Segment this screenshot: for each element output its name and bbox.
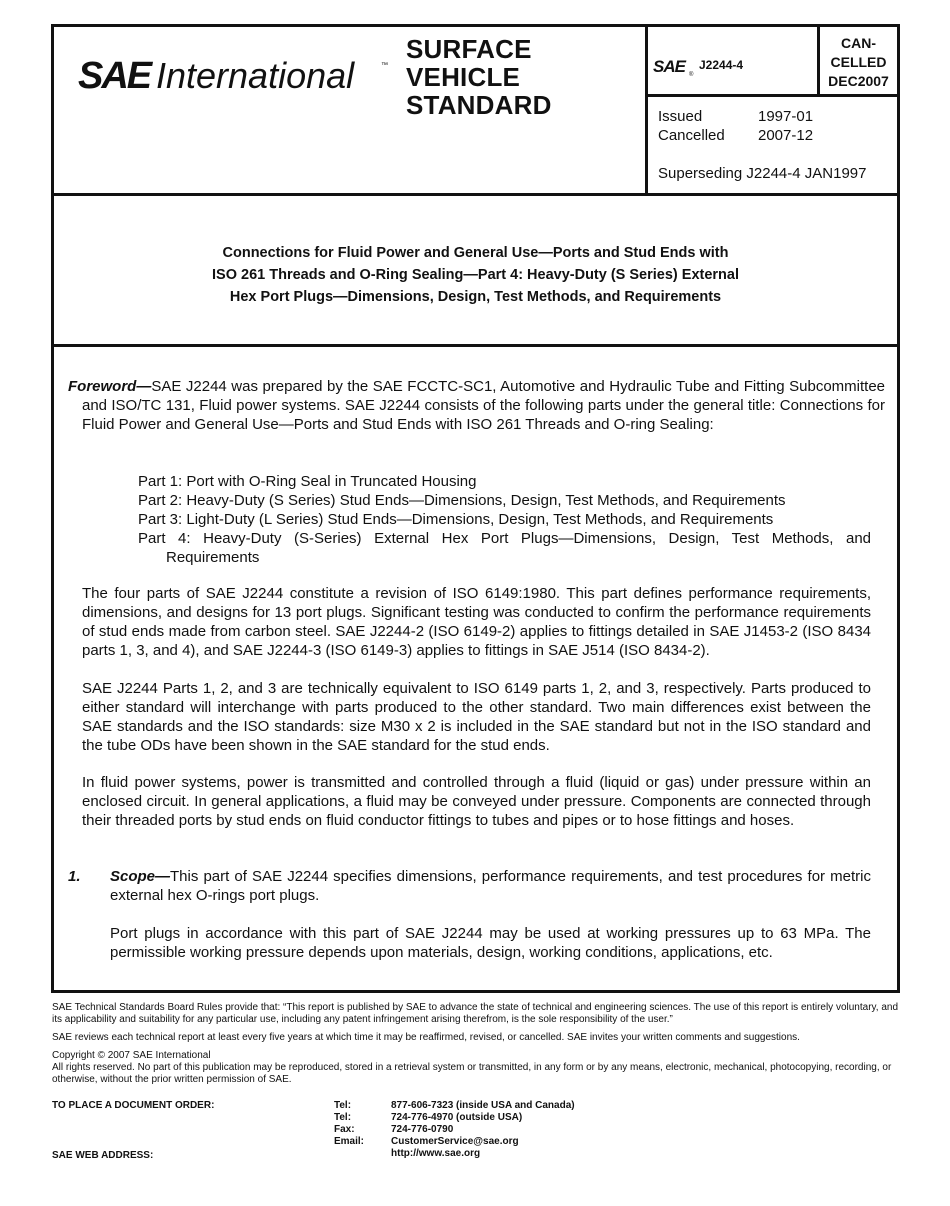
contact-value: 724-776-4970 (outside USA) [391, 1112, 523, 1123]
contact-row [334, 1100, 734, 1112]
issue-info [658, 107, 866, 183]
sae-small-logo [653, 55, 697, 77]
footer [52, 1002, 900, 1086]
scope-paragraph [110, 867, 871, 905]
issued-label: Issued [658, 108, 703, 125]
scope-heading: Scope— [110, 868, 171, 885]
web-address-link[interactable]: http://www.sae.org [391, 1148, 481, 1159]
superseding-note: Superseding J2244-4 JAN1997 [658, 165, 867, 182]
body-paragraph: In fluid power systems, power is transmitted and controlled through a fluid (liquid or gas) under pressure within an enclosed circuit. In general applications, a fluid may be conveyed under pressure. Components are connected through their threaded ports by stud ends on fluid conductor fittings to tubes and pipes or to hose fittings and hoses. [82, 774, 871, 829]
contact-list [334, 1100, 734, 1160]
title-line: Hex Port Plugs—Dimensions, Design, Test Methods, and Requirements [229, 289, 722, 305]
status-line: CAN- [841, 35, 876, 51]
parts-list [138, 472, 871, 567]
order-label: TO PLACE A DOCUMENT ORDER: [52, 1100, 215, 1111]
standard-type-line: STANDARD [406, 90, 552, 120]
foreword-text: SAE J2244 was prepared by the SAE FCCTC-SC1, Automotive and Hydraulic Tube and Fitting Subcommittee and ISO/TC 131, Fluid power systems. SAE J2244 consists of the following parts under the general title: Connections for Fluid Power and General Use—Ports and Stud Ends with ISO 261 Threads and O-ring Sealing: [82, 378, 885, 433]
contact-email-link[interactable]: CustomerService@sae.org [391, 1136, 519, 1147]
status-line: DEC2007 [828, 73, 889, 89]
issued-value: 1997-01 [758, 108, 814, 125]
scope-paragraph-2: Port plugs in accordance with this part of SAE J2244 may be used at working pressures up to 63 MPa. The permissible working pressure depends upon materials, design, working conditions, applications, etc. [110, 925, 871, 961]
status-line: CELLED [830, 54, 887, 70]
docnum-divider [645, 94, 897, 97]
cancelled-value: 2007-12 [758, 127, 814, 144]
standard-type-line: SURFACE [406, 34, 532, 64]
footer-review: SAE reviews each technical report at least every five years at which time it may be reaffirmed, revised, or cancelled. SAE invites your written comments and suggestions. [52, 1032, 800, 1043]
document-frame [51, 24, 900, 993]
contact-row [334, 1136, 734, 1148]
web-label: SAE WEB ADDRESS: [52, 1150, 154, 1161]
footer-rules: SAE Technical Standards Board Rules provide that: “This report is published by SAE to advance the state of technical and engineering sciences. The use of this report is entirely voluntary, and its applicability and suitability for any particular use, including any patent infringement arising therefrom, is the sole responsibility of the user.” [52, 1002, 899, 1025]
footer-rights: All rights reserved. No part of this publication may be reproduced, stored in a retrieval system or transmitted, in any form or by any means, electronic, mechanical, photocopying, recording, or otherwise, without the prior written permission of SAE. [52, 1062, 892, 1085]
contact-label [334, 1148, 391, 1160]
contact-row [334, 1112, 734, 1124]
contact-value: 724-776-0790 [391, 1124, 454, 1135]
cancelled-status [820, 34, 897, 91]
footer-copyright: Copyright © 2007 SAE International [52, 1050, 211, 1061]
cancelled-label: Cancelled [658, 127, 725, 144]
sae-international-logo [78, 55, 398, 95]
title-line: ISO 261 Threads and O-Ring Sealing—Part 4: Heavy-Duty (S Series) External [212, 267, 739, 283]
title-rule [54, 344, 897, 347]
foreword-heading: Foreword— [68, 378, 152, 395]
list-item: Part 3: Light-Duty (L Series) Stud Ends—Dimensions, Design, Test Methods, and Requirements [138, 511, 774, 528]
document-number: J2244-4 [699, 58, 744, 72]
contact-row [334, 1124, 734, 1136]
svg-text:SAE: SAE [653, 57, 685, 76]
contact-label: Fax: [334, 1124, 355, 1135]
header-divider [645, 27, 648, 193]
body-paragraph: SAE J2244 Parts 1, 2, and 3 are technically equivalent to ISO 6149 parts 1, 2, and 3, respectively. Parts produced to either standard will interchange with parts produced to the other standard. Two main differences exist between the SAE standards and the ISO standards: size M30 x 2 is included in the SAE standard but not in the ISO standard and the tube ODs have been shown in the SAE standard for the stud ends. [82, 680, 871, 754]
document-title [54, 242, 897, 308]
list-item: Part 1: Port with O-Ring Seal in Truncated Housing [138, 473, 477, 490]
contact-row [334, 1148, 734, 1160]
standard-type-line: VEHICLE [406, 62, 521, 92]
scope-number: 1. [68, 868, 81, 885]
foreword-paragraph [68, 377, 885, 434]
header-rule [54, 193, 897, 196]
list-item: Part 2: Heavy-Duty (S Series) Stud Ends—Dimensions, Design, Test Methods, and Requirements [138, 492, 786, 509]
title-line: Connections for Fluid Power and General Use—Ports and Stud Ends with [222, 245, 729, 261]
contact-value: 877-606-7323 (inside USA and Canada) [391, 1100, 575, 1111]
list-item: Part 4: Heavy-Duty (S-Series) External Hex Port Plugs—Dimensions, Design, Test Methods, and Requirements [138, 530, 871, 566]
contact-label: Email: [334, 1136, 365, 1147]
logo-sae-text: SAE [78, 55, 151, 95]
contact-label: Tel: [334, 1112, 352, 1123]
svg-text:®: ® [689, 72, 694, 77]
scope-text: This part of SAE J2244 specifies dimensions, performance requirements, and test procedures for metric external hex O-rings port plugs. [110, 868, 871, 904]
standard-type [406, 35, 552, 119]
contact-label: Tel: [334, 1100, 352, 1111]
logo-international-text: International [156, 55, 355, 95]
logo-tm: ™ [381, 62, 388, 69]
body-paragraph: The four parts of SAE J2244 constitute a revision of ISO 6149:1980. This part defines performance requirements, dimensions, and designs for 13 port plugs. Significant testing was conducted to confirm the performance requirements of stud ends made from carbon steel. SAE J2244-2 (ISO 6149-2) applies to fittings detailed in SAE J1453-2 (ISO 8434 parts 1, 3, and 4), and SAE J2244-3 (ISO 6149-3) applies to fittings in SAE J514 (ISO 8434-2). [82, 585, 871, 659]
